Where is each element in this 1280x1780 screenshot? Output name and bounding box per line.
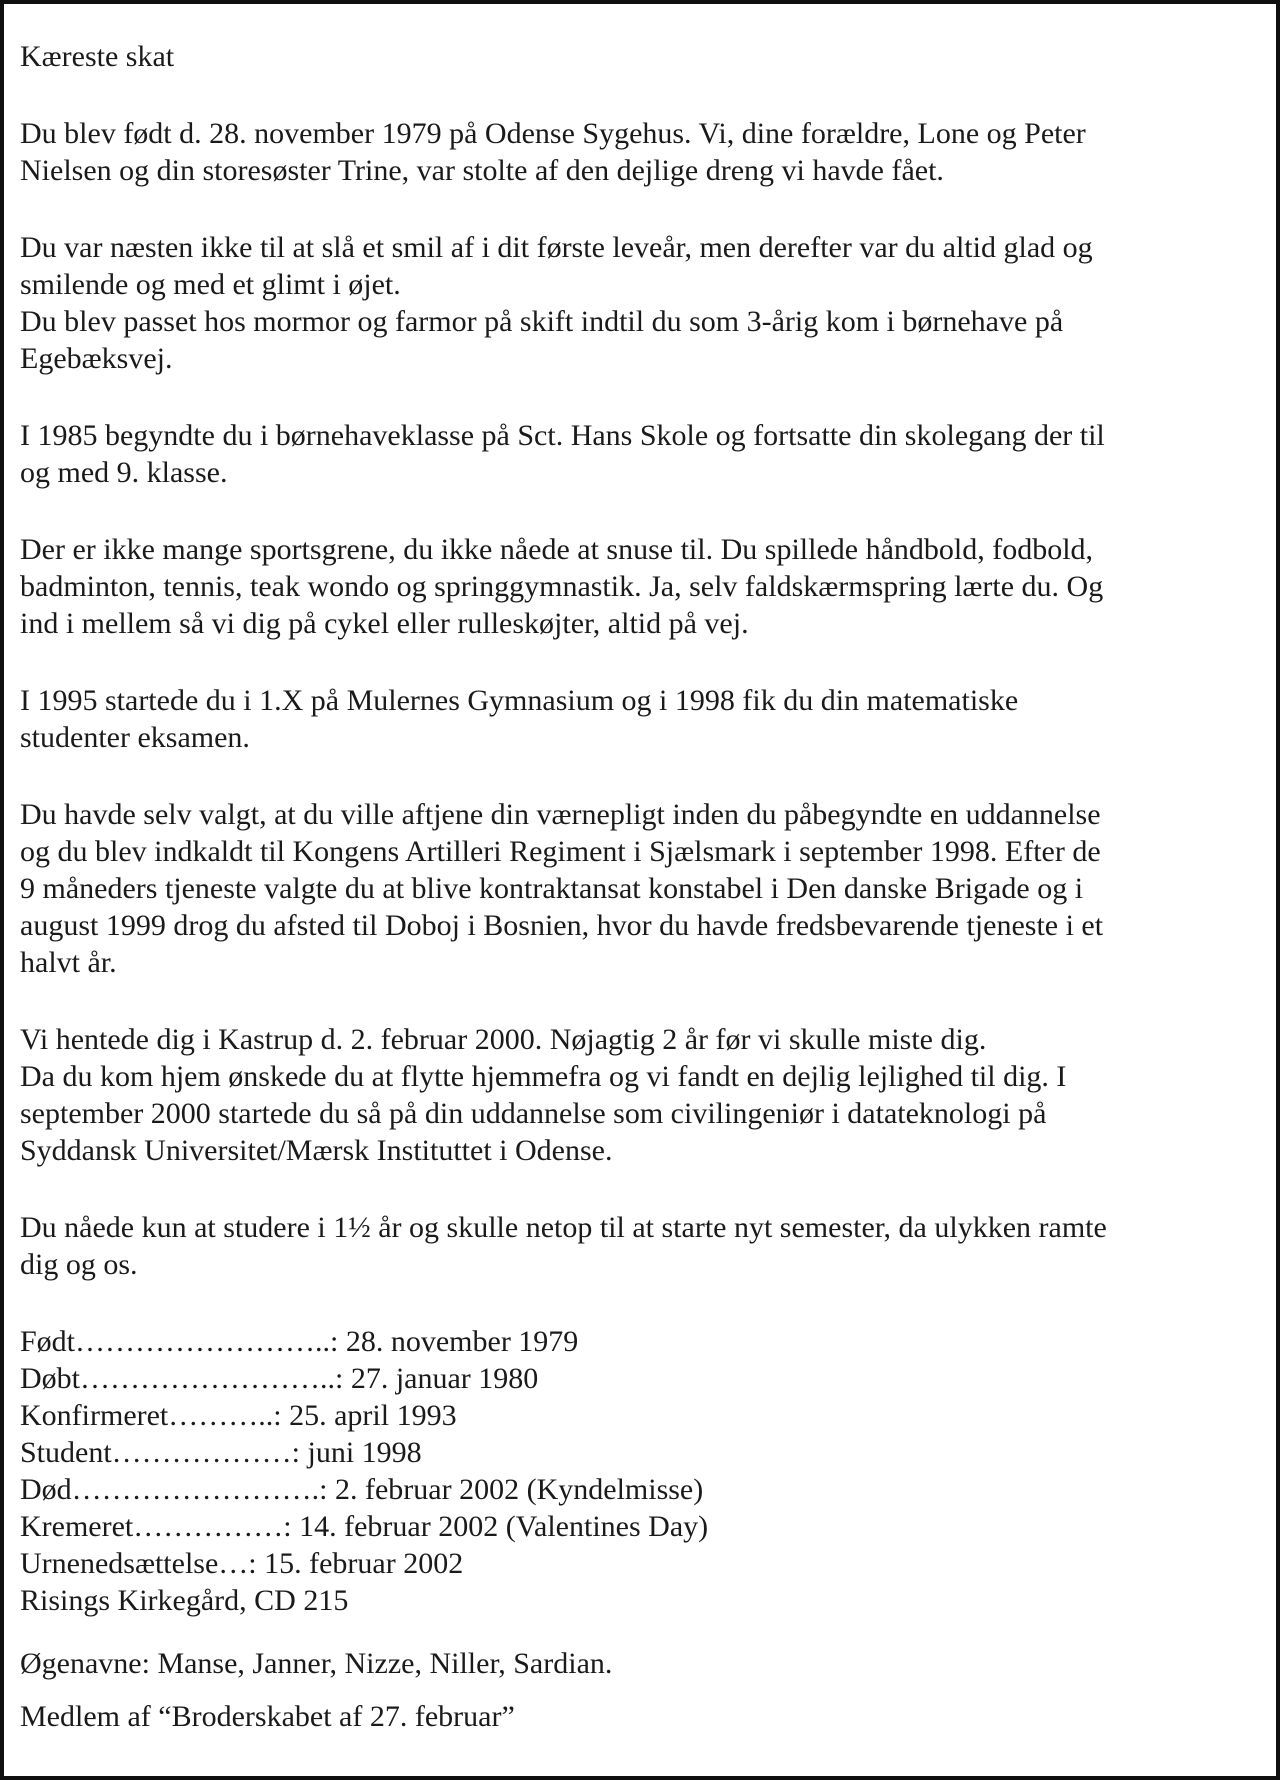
text-line: Da du kom hjem ønskede du at flytte hjemmefra og vi fandt en dejlig lejlighed til dig. I [20,1060,1067,1093]
text-line: og med 9. klasse. [20,456,228,489]
text-line: I 1995 startede du i 1.X på Mulernes Gymnasium og i 1998 fik du din matematiske [20,684,1019,717]
text-line: september 2000 startede du så på din uddannelse som civilingeniør i datateknologi på [20,1097,1047,1130]
text-line: ind i mellem så vi dig på cykel eller rulleskøjter, altid på vej. [20,607,749,640]
paragraph-birth [20,115,1258,189]
nicknames-line: Øgenavne: Manse, Janner, Nizze, Niller, Sardian. [20,1647,613,1680]
text-line: Du blev passet hos mormor og farmor på skift indtil du som 3-årig kom i børnehave på [20,305,1064,338]
life-dates-list [20,1323,1258,1619]
text-line: dig og os. [20,1248,138,1281]
paragraph-sports [20,531,1258,642]
text-line: Død…………………….: 2. februar 2002 (Kyndelmisse) [20,1473,704,1506]
text-line: Du var næsten ikke til at slå et smil af i dit første leveår, men derefter var du altid glad og [20,231,1093,264]
paragraph-accident [20,1209,1258,1283]
paragraph-military [20,796,1258,981]
text-line: Du nåede kun at studere i 1½ år og skulle netop til at starte nyt semester, da ulykken ramte [20,1211,1107,1244]
text-line: smilende og med et glimt i øjet. [20,268,401,301]
text-line: Kremeret……………: 14. februar 2002 (Valentines Day) [20,1510,709,1543]
paragraph-school [20,417,1258,491]
text-line: studenter eksamen. [20,721,250,754]
text-line: Nielsen og din storesøster Trine, var stolte af den dejlige dreng vi havde fået. [20,154,944,187]
text-line: Du havde selv valgt, at du ville aftjene din værnepligt inden du påbegyndte en uddannelse [20,798,1101,831]
paragraph-gymnasium [20,682,1258,756]
text-line: Student………………: juni 1998 [20,1436,422,1469]
text-line: Der er ikke mange sportsgrene, du ikke nåede at snuse til. Du spillede håndbold, fodbold, [20,533,1094,566]
text-line: og du blev indkaldt til Kongens Artilleri Regiment i Sjælsmark i september 1998. Efter de [20,835,1101,868]
text-line: august 1999 drog du afsted til Doboj i Bosnien, hvor du havde fredsbevarende tjeneste i et [20,909,1104,942]
document-greeting: Kæreste skat [20,40,175,73]
text-line: Døbt……………………..: 27. januar 1980 [20,1362,539,1395]
paragraph-childhood [20,229,1258,377]
paragraph-homecoming [20,1021,1258,1169]
text-line: Født……………………..: 28. november 1979 [20,1325,579,1358]
text-line: halvt år. [20,946,117,979]
text-line: I 1985 begyndte du i børnehaveklasse på Sct. Hans Skole og fortsatte din skolegang der til [20,419,1105,452]
text-line: Konfirmeret………..: 25. april 1993 [20,1399,457,1432]
text-line: Urnenedsættelse…: 15. februar 2002 [20,1547,464,1580]
membership-line: Medlem af “Broderskabet af 27. februar” [20,1700,515,1733]
text-line: Egebæksvej. [20,342,173,375]
text-line: Syddansk Universitet/Mærsk Instituttet i Odense. [20,1134,613,1167]
text-line: 9 måneders tjeneste valgte du at blive kontraktansat konstabel i Den danske Brigade og i [20,872,1084,905]
text-line: Vi hentede dig i Kastrup d. 2. februar 2000. Nøjagtig 2 år før vi skulle miste dig. [20,1023,987,1056]
document-body [20,115,1258,1283]
text-line: badminton, tennis, teak wondo og springgymnastik. Ja, selv faldskærmspring lærte du. Og [20,570,1104,603]
text-line: Risings Kirkegård, CD 215 [20,1584,349,1617]
text-line: Du blev født d. 28. november 1979 på Odense Sygehus. Vi, dine forældre, Lone og Peter [20,117,1086,150]
